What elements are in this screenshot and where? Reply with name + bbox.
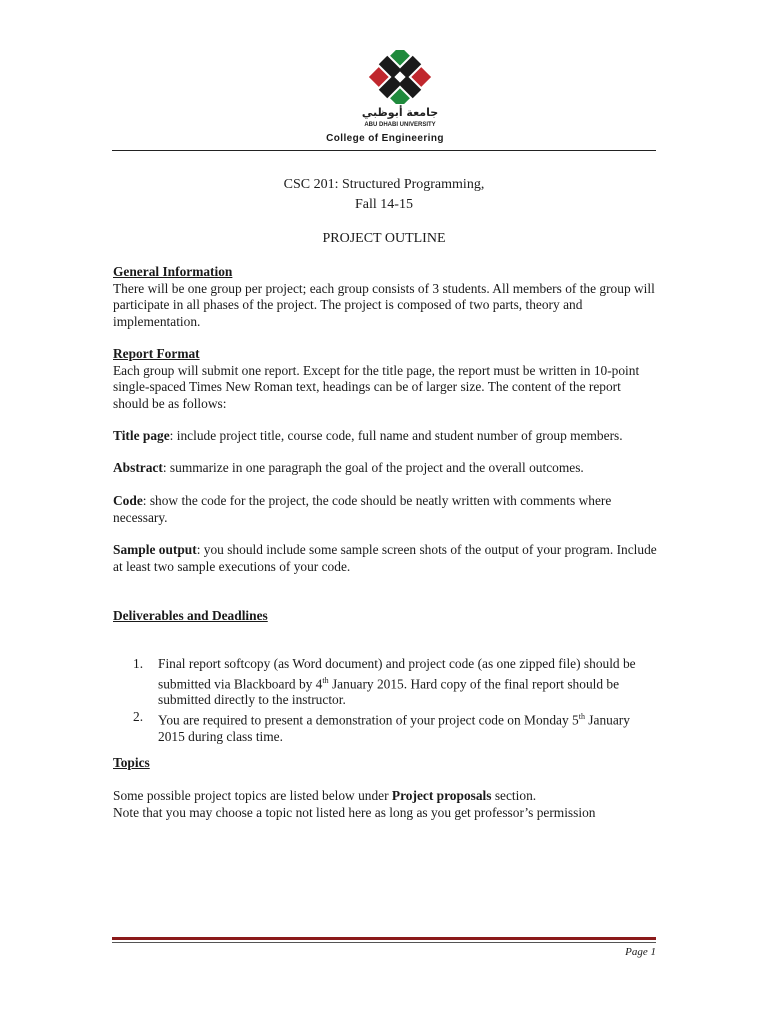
deliverables-heading <box>113 608 658 625</box>
college-name: College of Engineering <box>326 133 444 144</box>
project-proposals-bold: Project proposals <box>391 788 492 803</box>
logo-arabic-text: جامعة أبوظبي <box>361 106 439 119</box>
list-item <box>133 656 658 709</box>
term-line: Fall 14-15 <box>355 197 413 212</box>
title-page-item <box>113 428 658 445</box>
header-divider <box>112 150 656 151</box>
general-information-section <box>113 264 658 330</box>
list-number: 2. <box>133 708 144 724</box>
topics-heading <box>113 755 658 772</box>
topics-heading-text: Topics <box>113 755 150 770</box>
code-item <box>113 493 658 526</box>
deliverable-1-text-a: Final report softcopy (as Word document) and project code (as one zipped file) should be submitted via Blackboard by 4 <box>158 656 636 691</box>
deliverables-list <box>133 656 658 745</box>
course-title: CSC 201: Structured Programming, <box>283 177 485 192</box>
university-emblem-icon <box>358 50 442 104</box>
footer-rule-grey <box>112 942 656 943</box>
abstract-label: Abstract <box>113 460 163 475</box>
deliverable-2-text-b: January 2015 during class time. <box>158 712 630 744</box>
topics-line-1-a: Some possible project topics are listed below under <box>113 788 392 803</box>
topics-line-2: Note that you may choose a topic not listed here as long as you get professor’s permission <box>113 804 596 820</box>
deliverable-1-text-b: January 2015. Hard copy of the final report should be submitted directly to the instructor. <box>158 675 620 708</box>
topics-text <box>113 788 658 821</box>
list-item <box>133 709 658 745</box>
deliverable-1-sup: th <box>322 675 329 685</box>
sample-output-text: : you should include some sample screen shots of the output of your program. Include at least two sample executions of your code. <box>113 542 657 574</box>
report-format-section <box>113 346 658 412</box>
abstract-text: : summarize in one paragraph the goal of the project and the overall outcomes. <box>162 460 584 475</box>
logo-english-text: ABU DHABI UNIVERSITY <box>364 122 436 128</box>
report-format-text: Each group will submit one report. Except for the title page, the report must be written in 10-point single-spaced Times New Roman text, headings can be of larger size. The content of the report should be as follows: <box>113 362 640 411</box>
sample-output-label: Sample output <box>113 542 197 557</box>
deliverables-heading-text: Deliverables and Deadlines <box>113 608 268 623</box>
title-page-label: Title page <box>113 428 170 443</box>
document-title: PROJECT OUTLINE <box>322 231 446 246</box>
report-format-heading: Report Format <box>113 346 200 361</box>
deliverable-2-text-a: You are required to present a demonstration of your project code on Monday 5 <box>158 712 579 728</box>
list-number: 1. <box>133 656 144 671</box>
footer-rule-red <box>112 937 656 940</box>
sample-output-item <box>113 542 658 575</box>
code-label: Code <box>113 493 143 508</box>
page-number: Page 1 <box>625 946 656 958</box>
abstract-item <box>113 460 658 477</box>
topics-line-1 <box>113 788 658 805</box>
title-page-text: : include project title, course code, full name and student number of group members. <box>169 428 623 443</box>
code-text: : show the code for the project, the code should be neatly written with comments where necessary. <box>113 493 612 525</box>
deliverable-2-sup: th <box>578 711 585 721</box>
general-information-heading: General Information <box>113 264 233 279</box>
general-information-text: There will be one group per project; each group consists of 3 students. All members of the group will participate in all phases of the project. The project is composed of two parts, theory and implementation. <box>113 280 655 329</box>
topics-line-1-b: section. <box>491 788 537 803</box>
